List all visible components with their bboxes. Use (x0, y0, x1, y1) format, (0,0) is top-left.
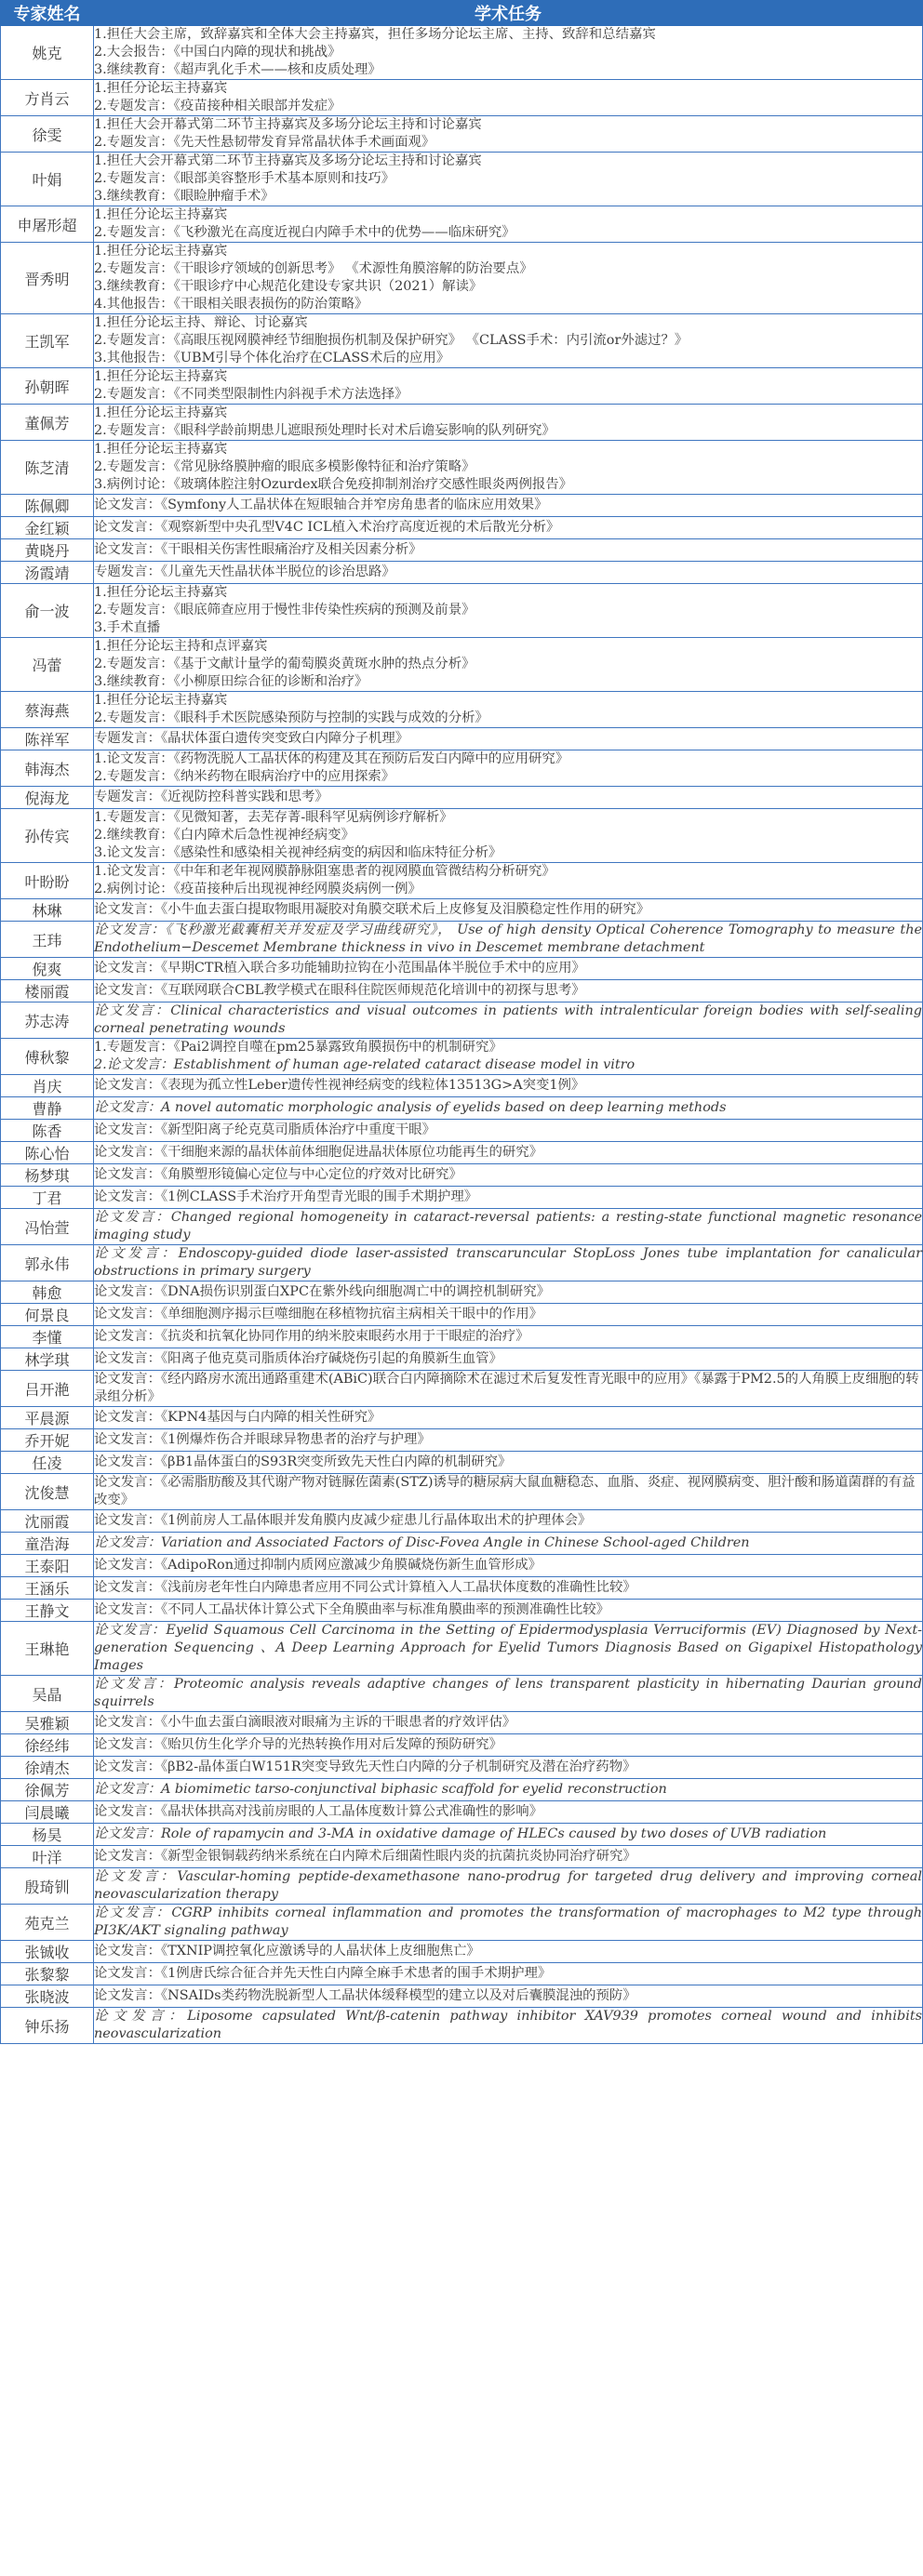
academic-task-cell (94, 1868, 923, 1905)
task-line: 3.手术直播 (94, 620, 161, 635)
table-row (1, 441, 923, 495)
expert-name-cell: 孙朝晖 (1, 368, 94, 405)
task-line: 论文发言：《观察新型中央孔型V4C ICL植入术治疗高度近视的术后散光分析》 (94, 520, 560, 535)
expert-name-cell: 王泰阳 (1, 1555, 94, 1577)
task-line: 3.继续教育：《眼睑肿瘤手术》 (94, 189, 274, 204)
expert-name-cell: 俞一波 (1, 584, 94, 638)
task-line: 论文发言：《新型金银铜载药纳米系统在白内障术后细菌性眼内炎的抗菌抗炎协同治疗研究》 (94, 1849, 636, 1864)
table-row (1, 1676, 923, 1712)
task-line: 3.继续教育：《干眼诊疗中心规范化建设专家共识（2021）解读》 (94, 279, 483, 294)
expert-name-cell: 陈芝清 (1, 441, 94, 495)
task-line: 论文发言：《小牛血去蛋白提取物眼用凝胶对角膜交联术后上皮修复及泪膜稳定性作用的研究》 (94, 902, 650, 917)
table-row (1, 1985, 923, 2008)
academic-task-cell (94, 1304, 923, 1326)
task-line: 论文发言：《互联网联合CBL教学模式在眼科住院医师规范化培训中的初探与思考》 (94, 983, 585, 998)
academic-task-cell (94, 441, 923, 495)
task-line: 论文发言：Clinical characteristics and visual outcomes in patients with intralenticular foreign bodies with self-sealing corneal penetrating wounds (94, 1003, 922, 1036)
academic-task-cell (94, 1533, 923, 1555)
task-line: 论文发言：《抗炎和抗氧化协同作用的纳米胶束眼药水用于干眼症的治疗》 (94, 1329, 529, 1344)
academic-task-cell (94, 80, 923, 116)
task-line: 论文发言：《1例CLASS手术治疗开角型青光眼的围手术期护理》 (94, 1189, 478, 1204)
table-row (1, 1941, 923, 1963)
academic-task-cell (94, 750, 923, 787)
expert-name-cell: 徐靖杰 (1, 1757, 94, 1779)
task-line: 2.专题发言：《眼科手术医院感染预防与控制的实践与成效的分析》 (94, 710, 488, 725)
expert-name-cell: 任凌 (1, 1452, 94, 1474)
academic-task-cell (94, 1846, 923, 1868)
task-line: 1.专题发言：《Pai2调控自噬在pm25暴露致角膜损伤中的机制研究》 (94, 1040, 502, 1055)
academic-task-cell (94, 1245, 923, 1281)
table-row (1, 787, 923, 809)
academic-task-cell (94, 1209, 923, 1245)
expert-name-cell: 曹静 (1, 1097, 94, 1120)
task-line: 2.专题发言：《高眼压视网膜神经节细胞损伤机制及保护研究》 《CLASS手术：内引流or外滤过？》 (94, 333, 689, 348)
table-row (1, 1712, 923, 1734)
expert-name-cell: 晋秀明 (1, 243, 94, 314)
expert-name-cell: 苏志涛 (1, 1003, 94, 1039)
task-line: 1.担任大会开幕式第二环节主持嘉宾及多场分论坛主持和讨论嘉宾 (94, 117, 482, 132)
table-row (1, 1779, 923, 1801)
table-row (1, 368, 923, 405)
table-row (1, 1533, 923, 1555)
expert-name-cell: 王静文 (1, 1600, 94, 1622)
expert-name-cell: 童浩海 (1, 1533, 94, 1555)
task-line: 1.担任分论坛主持嘉宾 (94, 693, 228, 708)
task-line: 1.担任分论坛主持嘉宾 (94, 405, 228, 420)
task-line: 论文发言：A biomimetic tarso-conjunctival biphasic scaffold for eyelid reconstruction (94, 1782, 667, 1797)
expert-name-cell: 陈佩卿 (1, 495, 94, 517)
task-line: 专题发言：《近视防控科普实践和思考》 (94, 790, 328, 804)
expert-name-cell: 蔡海燕 (1, 692, 94, 728)
expert-name-cell: 王琳艳 (1, 1622, 94, 1676)
expert-name-cell: 吕开滟 (1, 1371, 94, 1407)
expert-name-cell: 傅秋黎 (1, 1039, 94, 1075)
expert-name-cell: 冯怡萱 (1, 1209, 94, 1245)
task-line: 1.担任分论坛主持嘉宾 (94, 369, 228, 384)
expert-name-cell: 方肖云 (1, 80, 94, 116)
table-row (1, 562, 923, 584)
table-row (1, 517, 923, 539)
table-row (1, 26, 923, 80)
academic-task-cell (94, 539, 923, 562)
table-row (1, 1348, 923, 1371)
expert-name-cell: 平晨源 (1, 1407, 94, 1429)
table-row (1, 750, 923, 787)
task-line: 2.专题发言：《疫苗接种相关眼部并发症》 (94, 99, 341, 113)
task-line: 论文发言：Proteomic analysis reveals adaptive changes of lens transparent plasticity in hibernating Daurian ground squirrels (94, 1677, 922, 1709)
academic-task-cell (94, 1003, 923, 1039)
table-row (1, 243, 923, 314)
table-body (1, 26, 923, 2044)
table-row (1, 405, 923, 441)
table-header-row (1, 1, 923, 26)
table-row (1, 153, 923, 206)
task-line: 论文发言：《角膜塑形镜偏心定位与中心定位的疗效对比研究》 (94, 1167, 462, 1182)
expert-name-cell: 林学琪 (1, 1348, 94, 1371)
table-row (1, 1304, 923, 1326)
table-row (1, 980, 923, 1003)
task-line: 论文发言：《早期CTR植入联合多功能辅助拉钩在小范围晶体半脱位手术中的应用》 (94, 961, 585, 976)
task-line: 论文发言：《NSAIDs类药物洗脱新型人工晶状体缓释模型的建立以及对后囊膜混浊的预防》 (94, 1988, 636, 2003)
task-line: 1.担任分论坛主持嘉宾 (94, 81, 228, 96)
task-line: 论文发言：《不同人工晶状体计算公式下全角膜曲率与标准角膜曲率的预测准确性比较》 (94, 1602, 610, 1617)
academic-task-cell (94, 26, 923, 80)
expert-name-cell: 倪爽 (1, 958, 94, 980)
task-line: 论文发言：Variation and Associated Factors of Disc-Fovea Angle in Chinese School-aged Children (94, 1535, 750, 1550)
academic-task-cell (94, 206, 923, 243)
task-line: 论文发言：《小牛血去蛋白滴眼液对眼痛为主诉的干眼患者的疗效评估》 (94, 1715, 516, 1730)
table-row (1, 638, 923, 692)
expert-name-cell: 冯蕾 (1, 638, 94, 692)
table-row (1, 692, 923, 728)
table-row (1, 1281, 923, 1304)
table-row (1, 1039, 923, 1075)
expert-name-cell: 倪海龙 (1, 787, 94, 809)
expert-name-cell: 王涵乐 (1, 1577, 94, 1600)
academic-task-cell (94, 922, 923, 958)
table-row (1, 1187, 923, 1209)
expert-name-cell: 董佩芳 (1, 405, 94, 441)
expert-name-cell: 徐雯 (1, 116, 94, 153)
expert-name-cell: 王凯军 (1, 314, 94, 368)
academic-task-cell (94, 692, 923, 728)
table-row (1, 1622, 923, 1676)
table-row (1, 539, 923, 562)
expert-name-cell: 申屠形超 (1, 206, 94, 243)
expert-name-cell: 汤霞靖 (1, 562, 94, 584)
name-column-header: 专家姓名 (1, 1, 94, 26)
academic-task-cell (94, 1622, 923, 1676)
task-line: 论文发言：《贻贝仿生化学介导的光热转换作用对后发障的预防研究》 (94, 1737, 502, 1752)
task-line: 论文发言：《1例前房人工晶体眼并发角膜内皮减少症患儿行晶体取出术的护理体会》 (94, 1513, 592, 1528)
academic-task-cell (94, 1164, 923, 1187)
task-line: 3.论文发言：《感染性和感染相关视神经病变的病因和临床特征分析》 (94, 845, 502, 860)
task-line: 1.论文发言：《中年和老年视网膜静脉阻塞患者的视网膜血管微结构分析研究》 (94, 864, 555, 879)
academic-task-cell (94, 638, 923, 692)
expert-name-cell: 沈俊慧 (1, 1474, 94, 1510)
task-line: 论文发言：《干细胞来源的晶状体前体细胞促进晶状体原位功能再生的研究》 (94, 1145, 543, 1160)
table-row (1, 1075, 923, 1097)
table-row (1, 809, 923, 863)
table-row (1, 1429, 923, 1452)
table-row (1, 1510, 923, 1533)
task-line: 论文发言：CGRP inhibits corneal inflammation and promotes the transformation of macrophages to M2 type through PI3K/AKT signaling pathway (94, 1905, 922, 1938)
academic-task-cell (94, 1474, 923, 1510)
academic-task-cell (94, 517, 923, 539)
academic-task-cell (94, 863, 923, 899)
task-line: 论文发言：《新型阳离子纶克莫司脂质体治疗中重度干眼》 (94, 1122, 435, 1137)
academic-task-cell (94, 1142, 923, 1164)
task-line: 4.其他报告：《干眼相关眼表损伤的防治策略》 (94, 297, 368, 312)
academic-task-cell (94, 405, 923, 441)
task-line: 2.大会报告：《中国白内障的现状和挑战》 (94, 45, 341, 60)
table-row (1, 584, 923, 638)
academic-task-cell (94, 1734, 923, 1757)
task-line: 1.担任分论坛主持、辩论、讨论嘉宾 (94, 315, 308, 330)
task-line: 3.病例讨论：《玻璃体腔注射Ozurdex联合免疫抑制剂治疗交感性眼炎两例报告》 (94, 477, 573, 492)
task-line: 1.担任分论坛主持嘉宾 (94, 442, 228, 457)
expert-name-cell: 叶娟 (1, 153, 94, 206)
academic-task-cell (94, 2008, 923, 2044)
academic-task-cell (94, 368, 923, 405)
task-line: 专题发言：《儿童先天性晶状体半脱位的诊治思路》 (94, 564, 395, 579)
expert-name-cell: 张黎黎 (1, 1963, 94, 1985)
academic-task-cell (94, 1281, 923, 1304)
table-row (1, 1600, 923, 1622)
task-line: 论文发言：《βB2-晶体蛋白W151R突变导致先天性白内障的分子机制研究及潜在治疗药物》 (94, 1759, 636, 1774)
task-line: 论文发言：《干眼相关伤害性眼痛治疗及相关因素分析》 (94, 542, 422, 557)
academic-task-cell (94, 1452, 923, 1474)
task-line: 1.专题发言：《见微知著，去芜存菁-眼科罕见病例诊疗解析》 (94, 810, 453, 825)
task-column-header: 学术任务 (94, 1, 923, 26)
task-line: 论文发言：《阳离子他克莫司脂质体治疗碱烧伤引起的角膜新生血管》 (94, 1351, 502, 1366)
table-row (1, 1120, 923, 1142)
task-line: 1.担任大会开幕式第二环节主持嘉宾及多场分论坛主持和讨论嘉宾 (94, 153, 482, 168)
table-row (1, 1407, 923, 1429)
academic-task-cell (94, 1187, 923, 1209)
expert-name-cell: 乔开妮 (1, 1429, 94, 1452)
task-line: 论文发言：Changed regional homogeneity in cataract-reversal patients: a resting-state functional magnetic resonance imaging study (94, 1210, 922, 1242)
table-row (1, 1868, 923, 1905)
expert-name-cell: 沈丽霞 (1, 1510, 94, 1533)
expert-name-cell: 韩海杰 (1, 750, 94, 787)
task-line: 2.论文发言：Establishment of human age-related cataract disease model in vitro (94, 1057, 635, 1072)
expert-name-cell: 黄晓丹 (1, 539, 94, 562)
academic-task-cell (94, 1779, 923, 1801)
task-line: 3.继续教育：《超声乳化手术——核和皮质处理》 (94, 62, 381, 77)
academic-task-cell (94, 899, 923, 922)
academic-task-cell (94, 1371, 923, 1407)
task-line: 2.专题发言：《眼底筛查应用于慢性非传染性疾病的预测及前景》 (94, 603, 475, 617)
expert-name-cell: 郭永伟 (1, 1245, 94, 1281)
task-line: 论文发言：Role of rapamycin and 3-MA in oxidative damage of HLECs caused by two doses of UVB radiation (94, 1826, 827, 1841)
expert-name-cell: 陈祥军 (1, 728, 94, 750)
task-line: 论文发言：《DNA损伤识别蛋白XPC在紫外线向细胞凋亡中的调控机制研究》 (94, 1284, 550, 1299)
table-row (1, 206, 923, 243)
expert-name-cell: 王玮 (1, 922, 94, 958)
task-line: 论文发言：《Symfony人工晶状体在短眼轴合并窄房角患者的临床应用效果》 (94, 498, 548, 512)
academic-task-cell (94, 562, 923, 584)
academic-task-cell (94, 1555, 923, 1577)
table-row (1, 1846, 923, 1868)
academic-task-cell (94, 1801, 923, 1824)
academic-task-cell (94, 1712, 923, 1734)
expert-name-cell: 何景良 (1, 1304, 94, 1326)
academic-task-cell (94, 1757, 923, 1779)
expert-name-cell: 殷琦钏 (1, 1868, 94, 1905)
table-row (1, 495, 923, 517)
task-line: 论文发言：《表现为孤立性Leber遗传性视神经病变的线粒体13513G>A突变1例》 (94, 1078, 585, 1093)
expert-name-cell: 陈心怡 (1, 1142, 94, 1164)
expert-name-cell: 肖庆 (1, 1075, 94, 1097)
academic-task-cell (94, 1824, 923, 1846)
academic-task-cell (94, 1676, 923, 1712)
academic-task-cell (94, 980, 923, 1003)
academic-task-cell (94, 958, 923, 980)
expert-name-cell: 丁君 (1, 1187, 94, 1209)
academic-task-cell (94, 1075, 923, 1097)
task-line: 1.担任分论坛主持嘉宾 (94, 207, 228, 222)
task-line: 论文发言：Liposome capsulated Wnt/β-catenin pathway inhibitor XAV939 promotes corneal wound and inhibits neovascularization (94, 2009, 922, 2041)
table-row (1, 1905, 923, 1941)
table-row (1, 1555, 923, 1577)
table-row (1, 1003, 923, 1039)
table-row (1, 1824, 923, 1846)
academic-task-cell (94, 1600, 923, 1622)
task-line: 论文发言：《βB1晶体蛋白的S93R突变所致先天性白内障的机制研究》 (94, 1454, 512, 1469)
task-line: 论文发言：Vascular-homing peptide-dexamethasone nano-prodrug for targeted drug delivery and improving corneal neovascularization therapy (94, 1869, 922, 1902)
expert-name-cell: 徐佩芳 (1, 1779, 94, 1801)
task-line: 论文发言：《AdipoRon通过抑制内质网应激减少角膜碱烧伤新生血管形成》 (94, 1558, 542, 1573)
table-row (1, 80, 923, 116)
academic-task-cell (94, 1120, 923, 1142)
expert-name-cell: 韩愈 (1, 1281, 94, 1304)
table-row (1, 1577, 923, 1600)
academic-task-cell (94, 1326, 923, 1348)
expert-name-cell: 吴雅颖 (1, 1712, 94, 1734)
table-row (1, 958, 923, 980)
expert-name-cell: 金红颖 (1, 517, 94, 539)
expert-name-cell: 徐经纬 (1, 1734, 94, 1757)
table-row (1, 1963, 923, 1985)
academic-task-cell (94, 728, 923, 750)
expert-name-cell: 闫晨曦 (1, 1801, 94, 1824)
academic-task-cell (94, 243, 923, 314)
task-line: 论文发言：《单细胞测序揭示巨噬细胞在移植物抗宿主病相关干眼中的作用》 (94, 1307, 543, 1321)
expert-name-cell: 吴晶 (1, 1676, 94, 1712)
task-line: 3.其他报告：《UBM引导个体化治疗在CLASS术后的应用》 (94, 351, 450, 365)
task-line: 论文发言：《经内路房水流出通路重建术(ABiC)联合白内障摘除术在滤过术后复发性青光眼中的应用》《暴露于PM2.5的人角膜上皮细胞的转录组分析》 (94, 1372, 919, 1404)
task-line: 2.专题发言：《纳米药物在眼病治疗中的应用探索》 (94, 769, 395, 784)
expert-name-cell: 张铖收 (1, 1941, 94, 1963)
task-line: 论文发言：《浅前房老年性白内障患者应用不同公式计算植入人工晶状体度数的准确性比较》 (94, 1580, 636, 1595)
expert-name-cell: 张晓波 (1, 1985, 94, 2008)
task-line: 2.专题发言：《干眼诊疗领域的创新思考》 《术源性角膜溶解的防治要点》 (94, 261, 533, 276)
academic-task-cell (94, 1348, 923, 1371)
academic-task-cell (94, 584, 923, 638)
table-row (1, 2008, 923, 2044)
academic-task-cell (94, 1985, 923, 2008)
academic-task-cell (94, 1510, 923, 1533)
academic-task-cell (94, 1429, 923, 1452)
task-line: 论文发言：《飞秒激光截囊相关并发症及学习曲线研究》， Use of high density Optical Coherence Tomography to measure the Endothelium−Descemet Membrane thickness in vivo in Descemet membrane detachment (94, 923, 922, 955)
task-line: 2.专题发言：《基于文献计量学的葡萄膜炎黄斑水肿的热点分析》 (94, 657, 475, 671)
table-row (1, 728, 923, 750)
table-row (1, 314, 923, 368)
expert-name-cell: 楼丽霞 (1, 980, 94, 1003)
table-row (1, 1734, 923, 1757)
table-row (1, 1757, 923, 1779)
academic-task-cell (94, 314, 923, 368)
academic-task-cell (94, 495, 923, 517)
table-row (1, 1326, 923, 1348)
task-line: 论文发言：《TXNIP调控氧化应激诱导的人晶状体上皮细胞焦亡》 (94, 1944, 480, 1959)
task-line: 1.担任分论坛主持嘉宾 (94, 244, 228, 259)
task-line: 2.继续教育：《白内障术后急性视神经病变》 (94, 828, 354, 843)
task-line: 论文发言：Eyelid Squamous Cell Carcinoma in the Setting of Epidermodysplasia Verruciformis (EV) Diagnosed by Next-generation Sequencing 、A Deep Learning Approach for Eyelid Tumors Diagnosis Based on Gigapixel Histopathology Images (94, 1623, 922, 1673)
expert-name-cell: 钟乐扬 (1, 2008, 94, 2044)
academic-task-cell (94, 1941, 923, 1963)
table-row (1, 1097, 923, 1120)
academic-task-cell (94, 1905, 923, 1941)
task-line: 论文发言：《晶状体拱高对浅前房眼的人工晶体度数计算公式准确性的影响》 (94, 1804, 543, 1819)
expert-name-cell: 杨昊 (1, 1824, 94, 1846)
table-row (1, 1801, 923, 1824)
table-row (1, 1474, 923, 1510)
academic-task-cell (94, 153, 923, 206)
expert-name-cell: 李懂 (1, 1326, 94, 1348)
expert-name-cell: 叶盼盼 (1, 863, 94, 899)
table-row (1, 922, 923, 958)
task-line: 1.担任分论坛主持和点评嘉宾 (94, 639, 268, 654)
expert-name-cell: 林琳 (1, 899, 94, 922)
task-line: 2.专题发言：《眼科学龄前期患儿遮眼预处理时长对术后谵妄影响的队列研究》 (94, 423, 555, 438)
task-line: 2.专题发言：《眼部美容整形手术基本原则和技巧》 (94, 171, 395, 186)
expert-name-cell: 陈香 (1, 1120, 94, 1142)
task-line: 2.专题发言：《先天性悬韧带发育异常晶状体手术画面观》 (94, 135, 435, 150)
table-row (1, 1245, 923, 1281)
academic-task-cell (94, 116, 923, 153)
table-row (1, 1371, 923, 1407)
task-line: 2.专题发言：《常见脉络膜肿瘤的眼底多模影像特征和治疗策略》 (94, 459, 475, 474)
task-line: 论文发言：《1例爆炸伤合并眼球异物患者的治疗与护理》 (94, 1432, 431, 1447)
task-line: 3.继续教育：《小柳原田综合征的诊断和治疗》 (94, 674, 368, 689)
task-line: 1.论文发言：《药物洗脱人工晶状体的构建及其在预防后发白内障中的应用研究》 (94, 751, 569, 766)
academic-task-cell (94, 1407, 923, 1429)
table-row (1, 1142, 923, 1164)
academic-task-cell (94, 1963, 923, 1985)
task-line: 2.专题发言：《不同类型限制性内斜视手术方法选择》 (94, 387, 408, 402)
expert-name-cell: 苑克兰 (1, 1905, 94, 1941)
task-line: 2.专题发言：《飞秒激光在高度近视白内障手术中的优势——临床研究》 (94, 225, 515, 240)
task-line: 论文发言：A novel automatic morphologic analysis of eyelids based on deep learning methods (94, 1100, 727, 1115)
task-line: 论文发言：《1例唐氏综合征合并先天性白内障全麻手术患者的围手术期护理》 (94, 1966, 552, 1981)
task-line: 论文发言：《KPN4基因与白内障的相关性研究》 (94, 1410, 381, 1425)
expert-name-cell: 杨梦琪 (1, 1164, 94, 1187)
task-line: 1.担任分论坛主持嘉宾 (94, 585, 228, 600)
task-line: 论文发言：《必需脂肪酸及其代谢产物对链脲佐菌素(STZ)诱导的糖尿病大鼠血糖稳态、血脂、炎症、视网膜病变、胆汁酸和肠道菌群的有益改变》 (94, 1475, 916, 1507)
table-row (1, 1209, 923, 1245)
expert-name-cell: 叶洋 (1, 1846, 94, 1868)
table-row (1, 1452, 923, 1474)
task-line: 1.担任大会主席，致辞嘉宾和全体大会主持嘉宾，担任多场分论坛主席、主持、致辞和总结嘉宾 (94, 27, 656, 42)
task-line: 专题发言：《晶状体蛋白遗传突变致白内障分子机理》 (94, 731, 409, 746)
expert-name-cell: 姚克 (1, 26, 94, 80)
table-row (1, 1164, 923, 1187)
table-row (1, 863, 923, 899)
academic-task-cell (94, 1577, 923, 1600)
task-line: 论文发言：Endoscopy-guided diode laser-assisted transcaruncular StopLoss Jones tube implantation for canalicular obstructions in primary surgery (94, 1246, 922, 1279)
task-line: 2.病例讨论：《疫苗接种后出现视神经网膜炎病例一例》 (94, 882, 421, 896)
academic-task-cell (94, 787, 923, 809)
academic-task-cell (94, 809, 923, 863)
academic-task-cell (94, 1039, 923, 1075)
expert-name-cell: 孙传宾 (1, 809, 94, 863)
academic-task-cell (94, 1097, 923, 1120)
table-row (1, 899, 923, 922)
table-row (1, 116, 923, 153)
